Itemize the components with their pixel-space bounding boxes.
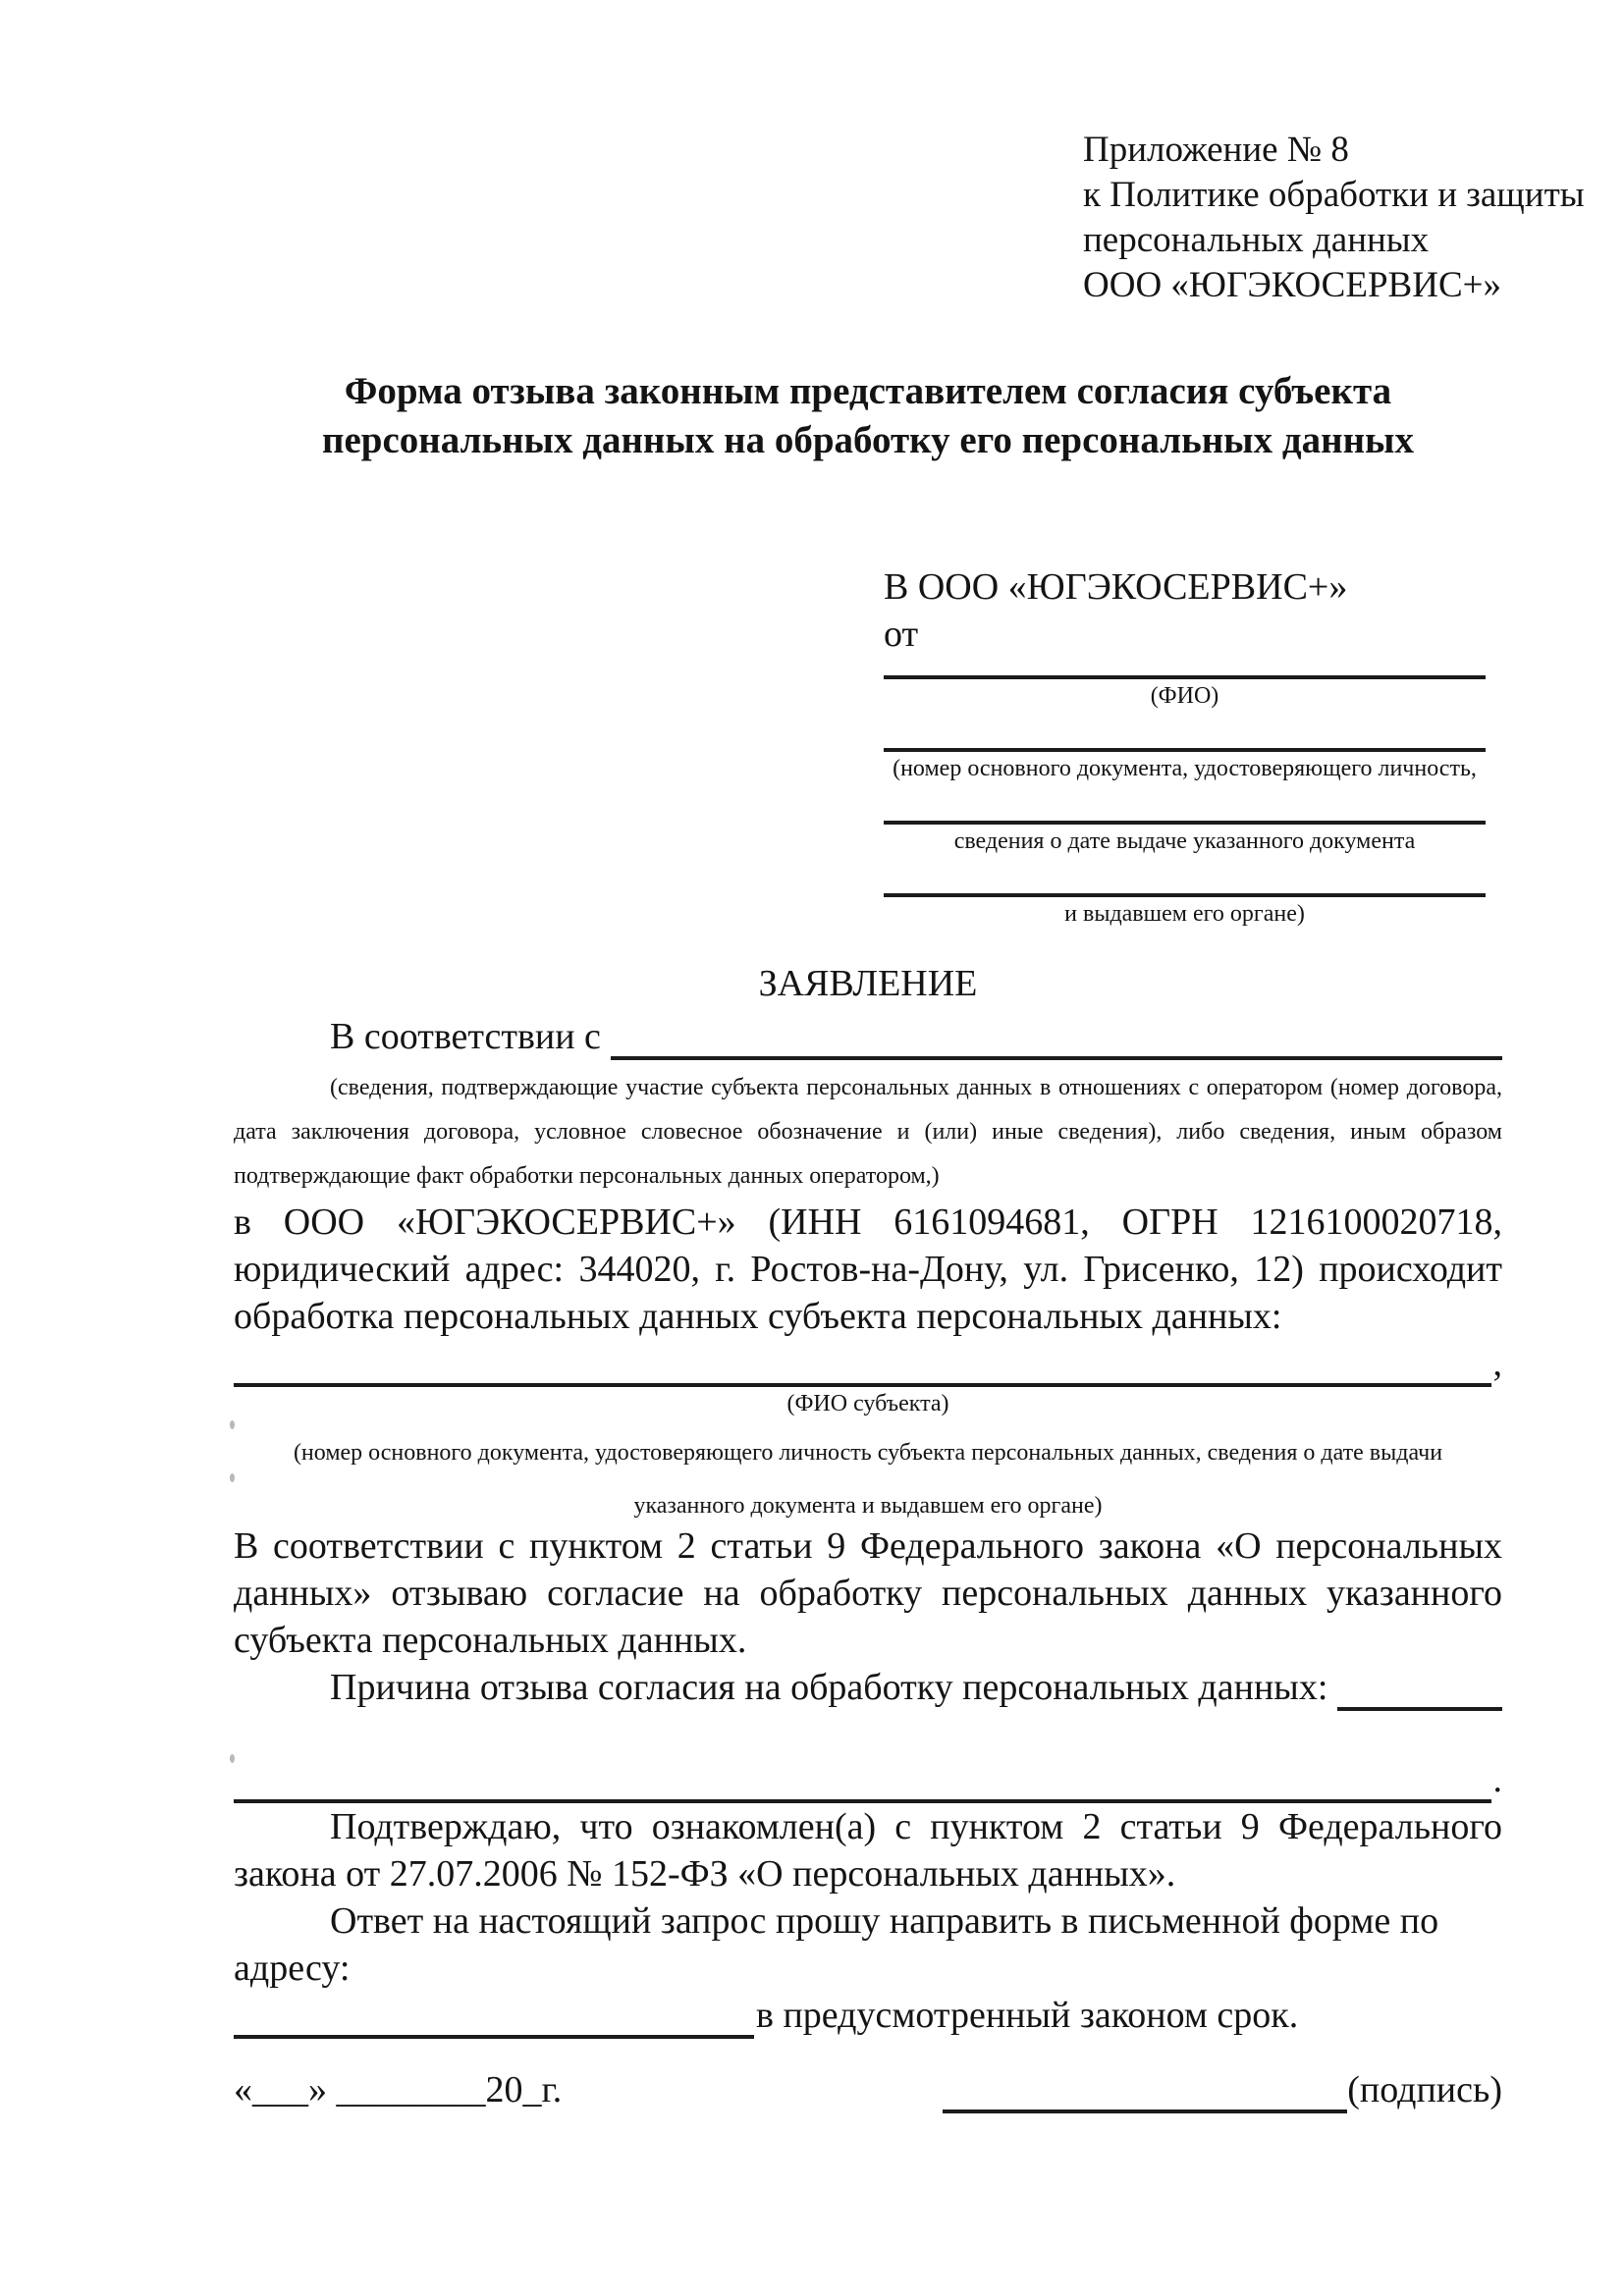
blank-field-line <box>234 1994 754 2039</box>
response-request-suffix: в предусмотренный законом срок. <box>756 1995 1299 2036</box>
fine-print-clause: (сведения, подтверждающие участие субъекта персональных данных в отношениях с оператором (номер договора, дата заключения договора, условное словесное обозначение и (или) иные сведения), либо сведения, иным образом подтверждающие факт обработки персональных данных оператором,) <box>234 1075 1502 1189</box>
blank-field-line <box>234 1758 1491 1803</box>
annex-line: ООО «ЮГЭКОСЕРВИС+» <box>1083 265 1501 305</box>
subject-doc-label-line1-row <box>234 1436 1502 1469</box>
field-label-issuing-authority: и выдавшем его органе) <box>1064 901 1305 927</box>
addressee-block <box>884 563 1486 931</box>
blank-field-line <box>884 713 1486 752</box>
footer-row <box>234 2066 1502 2113</box>
in-accordance-row <box>234 1013 1502 1060</box>
field-label-issue-date: сведения о дате выдаче указанного документа <box>953 828 1416 854</box>
withdrawal-paragraph: В соответствии с пунктом 2 статьи 9 Федерального закона «О персональных данных» отзываю согласие на обработку персональных данных указанного субъекта персональных данных. <box>234 1525 1502 1661</box>
annex-line: Приложение № 8 <box>1083 130 1349 170</box>
blank-field-line <box>884 658 1486 679</box>
subject-doc-label-line2: указанного документа и выдавшем его органе) <box>633 1493 1103 1519</box>
field-label-document-number: (номер основного документа, удостоверяющего личность, <box>893 756 1477 781</box>
scan-artifact-dot <box>230 1420 235 1429</box>
blank-field-line <box>234 1342 1491 1387</box>
document-title <box>234 367 1502 465</box>
scan-artifact-dot <box>230 1473 235 1482</box>
statement-heading: ЗАЯВЛЕНИЕ <box>758 963 978 1004</box>
annex-line: персональных данных <box>1083 220 1430 260</box>
operator-paragraph: в ООО «ЮГЭКОСЕРВИС+» (ИНН 6161094681, ОГРН 1216100020718, юридический адрес: 344020, г. Ростов-на-Дону, ул. Грисенко, 12) происходит обработка персональных данных субъекта персональных данных: <box>234 1201 1502 1337</box>
addressee-field-fio <box>884 658 1486 713</box>
addressee-field-issue-date <box>884 785 1486 858</box>
subject-name-label: (ФИО субъекта) <box>786 1391 949 1416</box>
reason-line-suffix: . <box>1492 1759 1502 1800</box>
confirmation-paragraph: Подтверждаю, что ознакомлен(а) с пунктом 2 статьи 9 Федерального закона от 27.07.2006 № 152-ФЗ «О персональных данных». <box>234 1806 1502 1895</box>
subject-name-line-suffix: , <box>1492 1343 1502 1384</box>
document-title-line1: Форма отзыва законным представителем согласия субъекта <box>344 370 1392 412</box>
signature-block <box>943 2066 1502 2113</box>
blank-field-line <box>611 1015 1502 1060</box>
blank-field-line <box>884 785 1486 825</box>
subject-doc-label-line1: (номер основного документа, удостоверяющего личность субъекта персональных данных, сведения о дате выдачи <box>293 1440 1443 1466</box>
field-label-fio: (ФИО) <box>1150 683 1219 709</box>
subject-doc-label-line2-row <box>234 1489 1502 1522</box>
date-line: «___» ________20_г. <box>234 2069 563 2110</box>
scan-artifact-dot <box>230 1754 235 1763</box>
signature-blank-line <box>943 2068 1347 2113</box>
addressee-organization: В ООО «ЮГЭКОСЕРВИС+» <box>884 566 1348 608</box>
annex-block <box>1083 128 1585 308</box>
in-accordance-prefix: В соответствии с <box>330 1016 601 1057</box>
blank-field-line <box>1337 1666 1502 1711</box>
subject-name-row <box>234 1340 1502 1387</box>
addressee-from-prefix: от <box>884 614 919 655</box>
response-request-paragraph: Ответ на настоящий запрос прошу направить в письменной форме по адресу: <box>234 1900 1439 1989</box>
reason-row <box>234 1664 1502 1711</box>
addressee-field-document-number <box>884 713 1486 785</box>
annex-line: к Политике обработки и защиты <box>1083 175 1585 215</box>
reason-prefix: Причина отзыва согласия на обработку персональных данных: <box>330 1667 1328 1708</box>
reason-continuation-row <box>234 1756 1502 1803</box>
addressee-field-issuing-authority <box>884 858 1486 931</box>
response-address-row <box>234 1992 1502 2039</box>
signature-label: (подпись) <box>1347 2069 1502 2110</box>
blank-field-line <box>884 858 1486 897</box>
document-title-line2: персональных данных на обработку его персональных данных <box>321 419 1415 461</box>
